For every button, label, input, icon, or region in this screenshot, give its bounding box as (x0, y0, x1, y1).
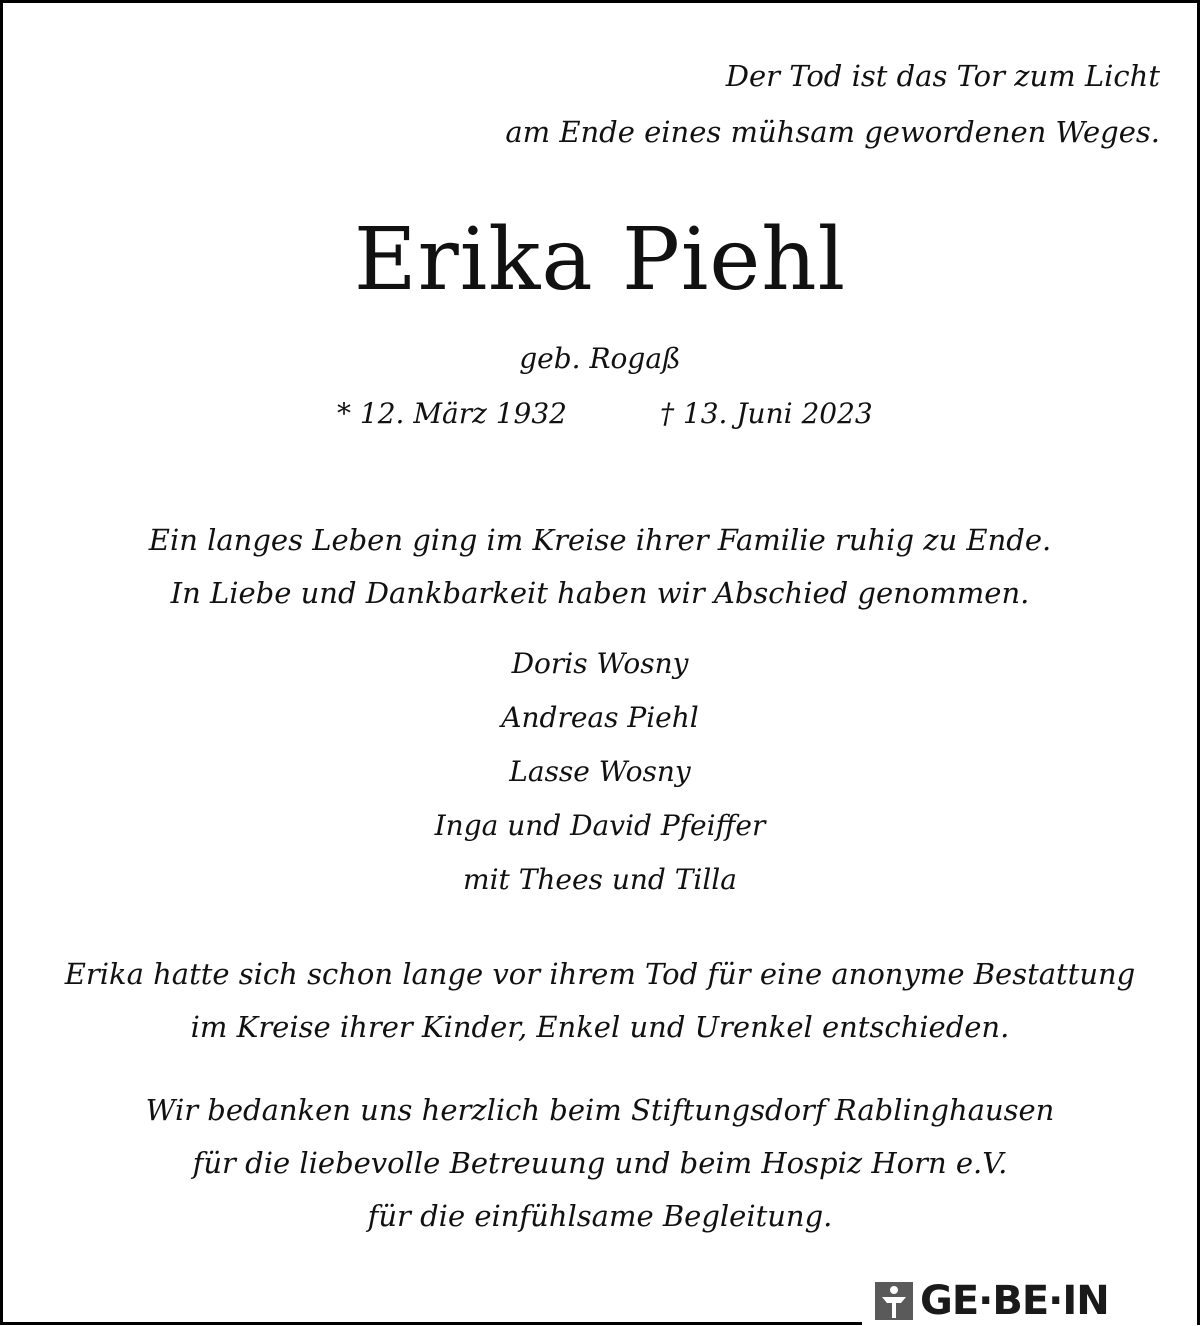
intro-text (0, 514, 1200, 620)
motto-line-2: am Ende eines mühsam gewordenen Weges. (505, 115, 1160, 149)
mourner: Inga und David Pfeiffer (434, 809, 766, 842)
thanks-line-1: Wir bedanken uns herzlich beim Stiftungsdorf Rablinghausen (145, 1093, 1055, 1127)
mourner: Lasse Wosny (509, 755, 691, 788)
motto-line-1: Der Tod ist das Tor zum Licht (725, 59, 1160, 93)
mourners-list (0, 637, 1200, 907)
wish-line-2: im Kreise ihrer Kinder, Enkel und Urenkel entschieden. (190, 1010, 1010, 1044)
motto (505, 48, 1160, 160)
deceased-name: Erika Piehl (353, 210, 847, 310)
gebein-logo-text: GE·BE·IN (920, 1278, 1109, 1324)
birth-name: geb. Rogaß (519, 342, 681, 375)
death-date: † 13. Juni 2023 (660, 397, 873, 430)
thanks-line-2: für die liebevolle Betreuung und beim Hospiz Horn e.V. (192, 1146, 1008, 1180)
intro-line-1: Ein langes Leben ging im Kreise ihrer Familie ruhig zu Ende. (148, 523, 1052, 557)
mourner: mit Thees und Tilla (463, 863, 737, 896)
mourner: Andreas Piehl (501, 701, 699, 734)
gebein-logo (874, 1278, 1164, 1324)
birth-date: * 12. März 1932 (337, 397, 567, 430)
mourner: Doris Wosny (511, 647, 689, 680)
wish-line-1: Erika hatte sich schon lange vor ihrem Tod für eine anonyme Bestattung (64, 957, 1136, 991)
gebein-logo-icon (874, 1281, 914, 1321)
thanks-line-3: für die einfühlsame Begleitung. (367, 1199, 833, 1233)
thanks-text (0, 1084, 1200, 1243)
burial-wish-text (0, 948, 1200, 1054)
intro-line-2: In Liebe und Dankbarkeit haben wir Abschied genommen. (170, 576, 1030, 610)
